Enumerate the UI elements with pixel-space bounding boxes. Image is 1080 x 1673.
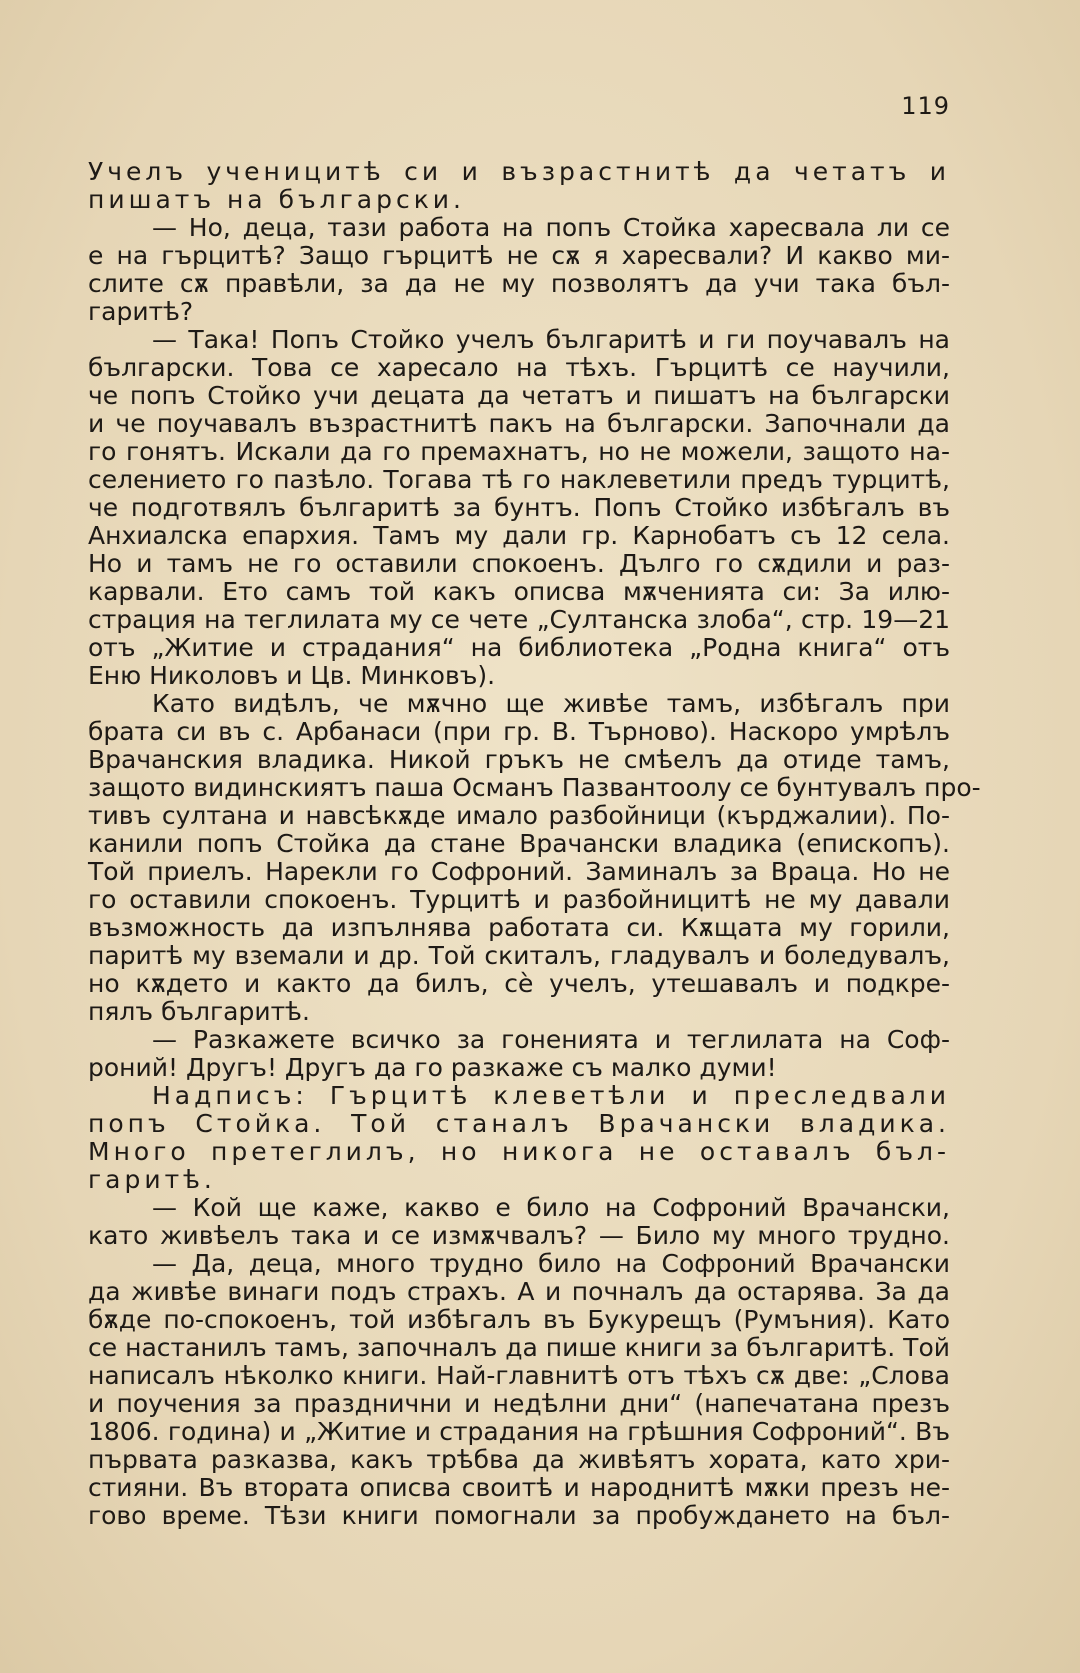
text-line: — Кой ще каже, какво е било на Софроний Врачански, [152, 1193, 950, 1222]
text-line: Но и тамъ не го оставили спокоенъ. Дълго го сѫдили и раз- [88, 549, 950, 578]
text-line: Като видѣлъ, че мѫчно ще живѣе тамъ, избѣгалъ при [152, 689, 950, 718]
text-line: бѫде по-спокоенъ, той избѣгалъ въ Букурещъ (Румъния). Като [88, 1305, 950, 1334]
text-line: пишатъ на български. [88, 185, 465, 214]
text-line: възможность да изпълнява работата си. Кѫщата му горили, [88, 913, 950, 942]
text-line: че подготвялъ българитѣ за бунтъ. Попъ Стойко избѣгалъ въ [88, 493, 950, 522]
text-line: гаритѣ. [88, 1165, 216, 1194]
text-line: паритѣ му вземали и др. Той скиталъ, гладувалъ и боледувалъ, [88, 941, 950, 970]
text-line: Врачанския владика. Никой гръкъ не смѣелъ да отиде тамъ, [88, 745, 950, 774]
text-line: Много претеглилъ, но никога не оставалъ бъл- [88, 1137, 950, 1166]
text-line: написалъ нѣколко книги. Най-главнитѣ отъ тѣхъ сѫ две: „Слова [88, 1361, 950, 1390]
text-line: стияни. Въ втората описва своитѣ и народнитѣ мѫки презъ не- [88, 1473, 950, 1502]
text-line: гово време. Тѣзи книги помогнали за пробуждането на бъл- [88, 1501, 950, 1530]
text-line: — Така! Попъ Стойко учелъ българитѣ и ги поучавалъ на [152, 325, 950, 354]
text-line: 1806. година) и „Житие и страдания на грѣшния Софроний“. Въ [88, 1417, 950, 1446]
text-line: Надписъ: Гърцитѣ клеветѣли и преследвали [152, 1081, 950, 1110]
text-line: го оставили спокоенъ. Турцитѣ и разбойницитѣ не му давали [88, 885, 950, 914]
text-line: да живѣе винаги подъ страхъ. А и почналъ да остарява. За да [88, 1277, 950, 1306]
text-line: български. Това се харесало на тѣхъ. Гърцитѣ се научили, [88, 353, 950, 382]
text-line: попъ Стойка. Той станалъ Врачански владика. [88, 1109, 950, 1138]
text-line: се настанилъ тамъ, започналъ да пише книги за българитѣ. Той [88, 1333, 950, 1362]
page-number: 119 [901, 92, 950, 120]
text-line: Анхиалска епархия. Тамъ му дали гр. Карнобатъ съ 12 села. [88, 521, 950, 550]
text-line: отъ „Житие и страдания“ на библиотека „Родна книга“ отъ [88, 633, 950, 662]
text-line: гаритѣ? [88, 297, 194, 326]
body-text [88, 157, 981, 1530]
text-line: брата си въ с. Арбанаси (при гр. В. Търново). Наскоро умрѣлъ [88, 717, 950, 746]
text-line: го гонятъ. Искали да го премахнатъ, но не можели, защото на- [88, 437, 950, 466]
text-line: — Разкажете всичко за гоненията и теглилата на Соф- [152, 1025, 950, 1054]
text-line: защото видинскиятъ паша Османъ Пазвантоолу се бунтувалъ про- [88, 773, 981, 802]
text-line: роний! Другъ! Другъ да го разкаже съ малко думи! [88, 1053, 777, 1082]
text-line: страция на теглилата му се чете „Султанска злоба“, стр. 19—21 [88, 605, 950, 634]
text-line: карвали. Ето самъ той какъ описва мѫченията си: За илю- [88, 577, 950, 606]
text-line: Учелъ ученицитѣ си и възрастнитѣ да четатъ и [88, 157, 950, 186]
text-line: канили попъ Стойка да стане Врачански владика (епископъ). [88, 829, 950, 858]
text-line: е на гърцитѣ? Защо гърцитѣ не сѫ я харесвали? И какво ми- [88, 241, 950, 270]
text-line: слите сѫ правѣли, за да не му позволятъ да учи така бъл- [88, 269, 950, 298]
text-line: като живѣелъ така и се измѫчвалъ? — Било му много трудно. [88, 1221, 950, 1250]
text-line: и че поучавалъ възрастнитѣ пакъ на български. Започнали да [88, 409, 950, 438]
text-line: но кѫдето и както да билъ, сѐ учелъ, утешавалъ и подкре- [88, 969, 950, 998]
text-line: че попъ Стойко учи децата да четатъ и пишатъ на български [88, 381, 950, 410]
text-line: селението го пазѣло. Тогава тѣ го наклеветили предъ турцитѣ, [88, 465, 950, 494]
text-line: и поучения за празднични и недѣлни дни“ (напечатана презъ [88, 1389, 950, 1418]
text-line: — Да, деца, много трудно било на Софроний Врачански [152, 1249, 950, 1278]
text-line: първата разказва, какъ трѣбва да живѣятъ хората, като хри- [88, 1445, 950, 1474]
text-line: пялъ българитѣ. [88, 997, 310, 1026]
text-line: Той приелъ. Нарекли го Софроний. Заминалъ за Враца. Но не [88, 857, 950, 886]
text-line: — Но, деца, тази работа на попъ Стойка харесвала ли се [152, 213, 950, 242]
text-line: тивъ султана и навсѣкѫде имало разбойници (кърджалии). По- [88, 801, 950, 830]
text-line: Еню Николовъ и Цв. Минковъ). [88, 661, 496, 690]
